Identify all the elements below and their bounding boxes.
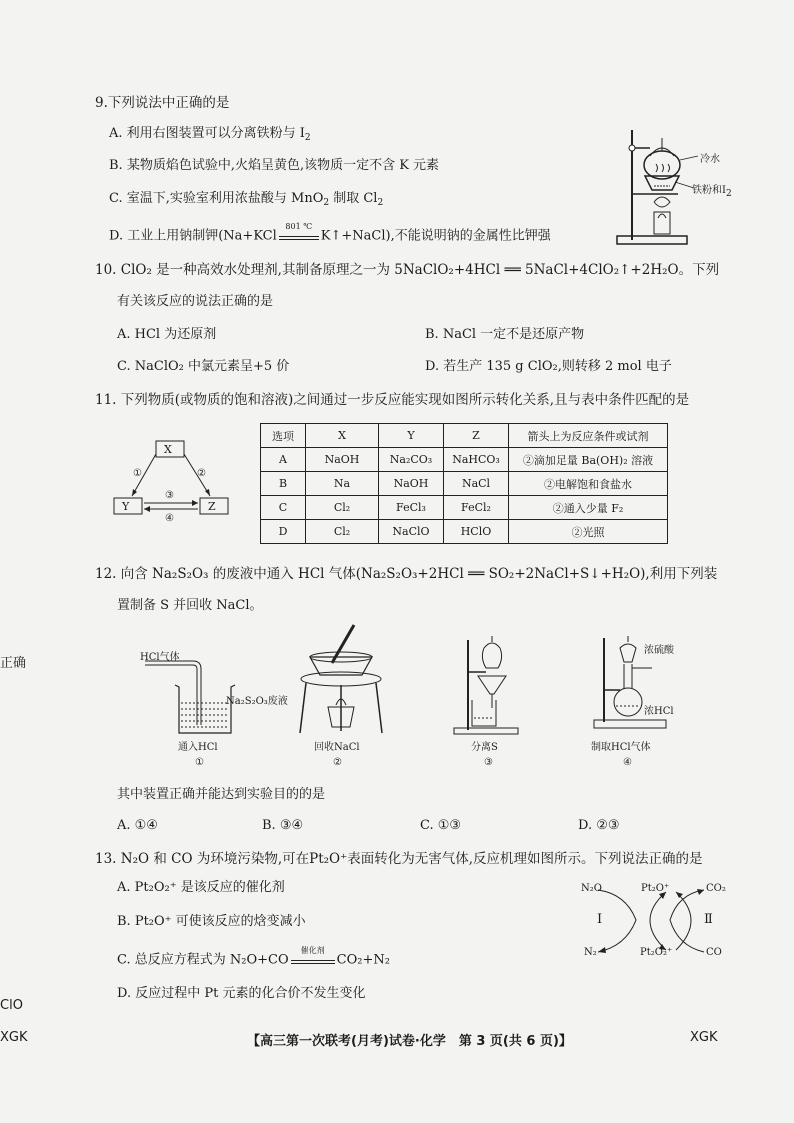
q11-stem: 11. 下列物质(或物质的饱和溶液)之间通过一步反应能实现如图所示转化关系,且与表中条件匹配的是 <box>95 392 690 408</box>
arrow-label-4: ④ <box>165 513 174 524</box>
table-cell: ②电解饱和食盐水 <box>509 472 668 496</box>
table-cell: C <box>261 496 306 520</box>
cycle-pt2o2-plus: Pt₂O₂⁺ <box>640 947 673 958</box>
table-cell: NaOH <box>379 472 444 496</box>
node-x: X <box>164 443 172 456</box>
arrow-label-1: ① <box>133 468 142 479</box>
q13-option-a: A. Pt₂O₂⁺ 是该反应的催化剂 <box>117 880 285 895</box>
q13-stem: 13. N₂O 和 CO 为环境污染物,可在Pt₂O⁺表面转化为无害气体,反应机理如图所示。下列说法正确的是 <box>95 851 703 867</box>
q9-option-b: B. 某物质焰色试验中,火焰呈黄色,该物质一定不含 K 元素 <box>109 158 440 173</box>
q10-option-d: D. 若生产 135 g ClO₂,则转移 2 mol 电子 <box>425 359 672 374</box>
table-header: 选项 <box>261 424 306 448</box>
table-cell: FeCl₃ <box>379 496 444 520</box>
caption-4: 制取HCl气体 <box>591 742 651 753</box>
cycle-step-i: Ⅰ <box>597 912 603 927</box>
table-header-row <box>261 424 668 448</box>
q12-option-c: C. ①③ <box>420 818 462 833</box>
cycle-co2: CO₂ <box>706 883 726 894</box>
margin-fragment: ClO <box>0 998 23 1013</box>
table-row <box>261 496 668 520</box>
table-cell: D <box>261 520 306 544</box>
caption-num-1: ① <box>195 757 204 768</box>
label-cold-water: 冷水 <box>700 154 720 165</box>
table-cell: NaHCO₃ <box>444 448 509 472</box>
q12-stem-line2: 置制备 S 并回收 NaCl。 <box>117 598 263 613</box>
q10-stem-line1: 10. ClO₂ 是一种高效水处理剂,其制备原理之一为 5NaClO₂+4HCl ══ 5NaCl+4ClO₂↑+2H₂O。下列 <box>95 262 720 278</box>
table-cell: Na₂CO₃ <box>379 448 444 472</box>
table-cell: Cl₂ <box>306 496 379 520</box>
table-cell: NaOH <box>306 448 379 472</box>
table-header: 箭头上为反应条件或试剂 <box>509 424 668 448</box>
table-header: Z <box>444 424 509 448</box>
table-cell: NaClO <box>379 520 444 544</box>
caption-1: 通入HCl <box>178 742 218 753</box>
table-row <box>261 448 668 472</box>
q11-options-table <box>260 423 668 544</box>
margin-fragment: 正确 <box>0 656 27 671</box>
table-cell: ②通入少量 F₂ <box>509 496 668 520</box>
cycle-n2: N₂ <box>584 947 597 958</box>
q9-option-c: C. 室温下,实验室利用浓盐酸与 MnO$_2$ 制取 $Cl_2$ <box>109 191 384 208</box>
caption-3: 分离S <box>471 742 498 753</box>
node-y: Y <box>122 500 130 513</box>
node-z: Z <box>208 500 216 513</box>
q10-option-a: A. HCl 为还原剂 <box>117 327 217 342</box>
table-header: X <box>306 424 379 448</box>
label-conc-hcl: 浓HCl <box>644 706 674 717</box>
table-header: Y <box>379 424 444 448</box>
q10-option-c: C. NaClO₂ 中氯元素呈+5 价 <box>117 359 290 374</box>
q13-option-d: D. 反应过程中 Pt 元素的化合价不发生变化 <box>117 986 366 1001</box>
table-cell: Na <box>306 472 379 496</box>
q12-option-d: D. ②③ <box>578 818 620 833</box>
table-cell: NaCl <box>444 472 509 496</box>
table-cell: B <box>261 472 306 496</box>
q9-option-d: D. 工业上用钠制钾(Na+KCl 801 ℃ K↑+NaCl),不能说明钠的金属性比钾强 <box>109 222 551 244</box>
q9-stem: 9.下列说法中正确的是 <box>95 95 230 111</box>
table-cell: ②光照 <box>509 520 668 544</box>
caption-num-2: ② <box>333 757 342 768</box>
cycle-co: CO <box>706 947 722 958</box>
table-cell: Cl₂ <box>306 520 379 544</box>
margin-fragment: XGK <box>0 1030 28 1045</box>
condition-arrow: 催化剂 <box>289 952 337 968</box>
table-row <box>261 472 668 496</box>
table-cell: HClO <box>444 520 509 544</box>
caption-num-3: ③ <box>484 757 493 768</box>
table-row <box>261 520 668 544</box>
apparatus-3-filtration <box>450 632 530 737</box>
label-hcl-gas: HCl气体 <box>140 652 180 663</box>
cycle-pt2o-plus: Pt₂O⁺ <box>641 883 670 894</box>
q9-option-a: A. 利用右图装置可以分离铁粉与 $I_2$ <box>109 126 311 143</box>
apparatus-2-evaporation <box>296 623 386 738</box>
table-cell: FeCl₂ <box>444 496 509 520</box>
q12-ask: 其中装置正确并能达到实验目的的是 <box>117 787 326 802</box>
q12-option-b: B. ③④ <box>262 818 304 833</box>
label-waste-liquid: Na₂S₂O₃废液 <box>226 696 288 707</box>
label-conc-sulfuric: 浓硫酸 <box>644 645 674 656</box>
footer-code: XGK <box>690 1030 718 1045</box>
caption-num-4: ④ <box>623 757 632 768</box>
q12-option-a: A. ①④ <box>117 818 158 833</box>
arrow-label-2: ② <box>197 468 206 479</box>
q10-stem-line2: 有关该反应的说法正确的是 <box>117 294 274 309</box>
table-cell: ②滴加足量 Ba(OH)₂ 溶液 <box>509 448 668 472</box>
condition-arrow: 801 ℃ <box>277 228 321 244</box>
q13-option-c: C. 总反应方程式为 N₂O+CO 催化剂 CO₂+N₂ <box>117 946 390 968</box>
table-cell: A <box>261 448 306 472</box>
cycle-n2o: N₂O <box>581 883 602 894</box>
q10-option-b: B. NaCl 一定不是还原产物 <box>425 327 585 342</box>
page-footer: 【高三第一次联考(月考)试卷·化学 第 3 页(共 6 页)】 <box>247 1034 572 1049</box>
q13-option-b: B. Pt₂O⁺ 可使该反应的焓变减小 <box>117 914 306 929</box>
arrow-label-3: ③ <box>165 490 174 501</box>
label-iron-iodine: 铁粉和$I_2$ <box>692 185 732 199</box>
cycle-step-ii: Ⅱ <box>704 912 713 927</box>
caption-2: 回收NaCl <box>314 742 360 753</box>
q12-stem-line1: 12. 向含 Na₂S₂O₃ 的废液中通入 HCl 气体(Na₂S₂O₃+2HCl ══ SO₂+2NaCl+S↓+H₂O),利用下列装 <box>95 566 718 582</box>
